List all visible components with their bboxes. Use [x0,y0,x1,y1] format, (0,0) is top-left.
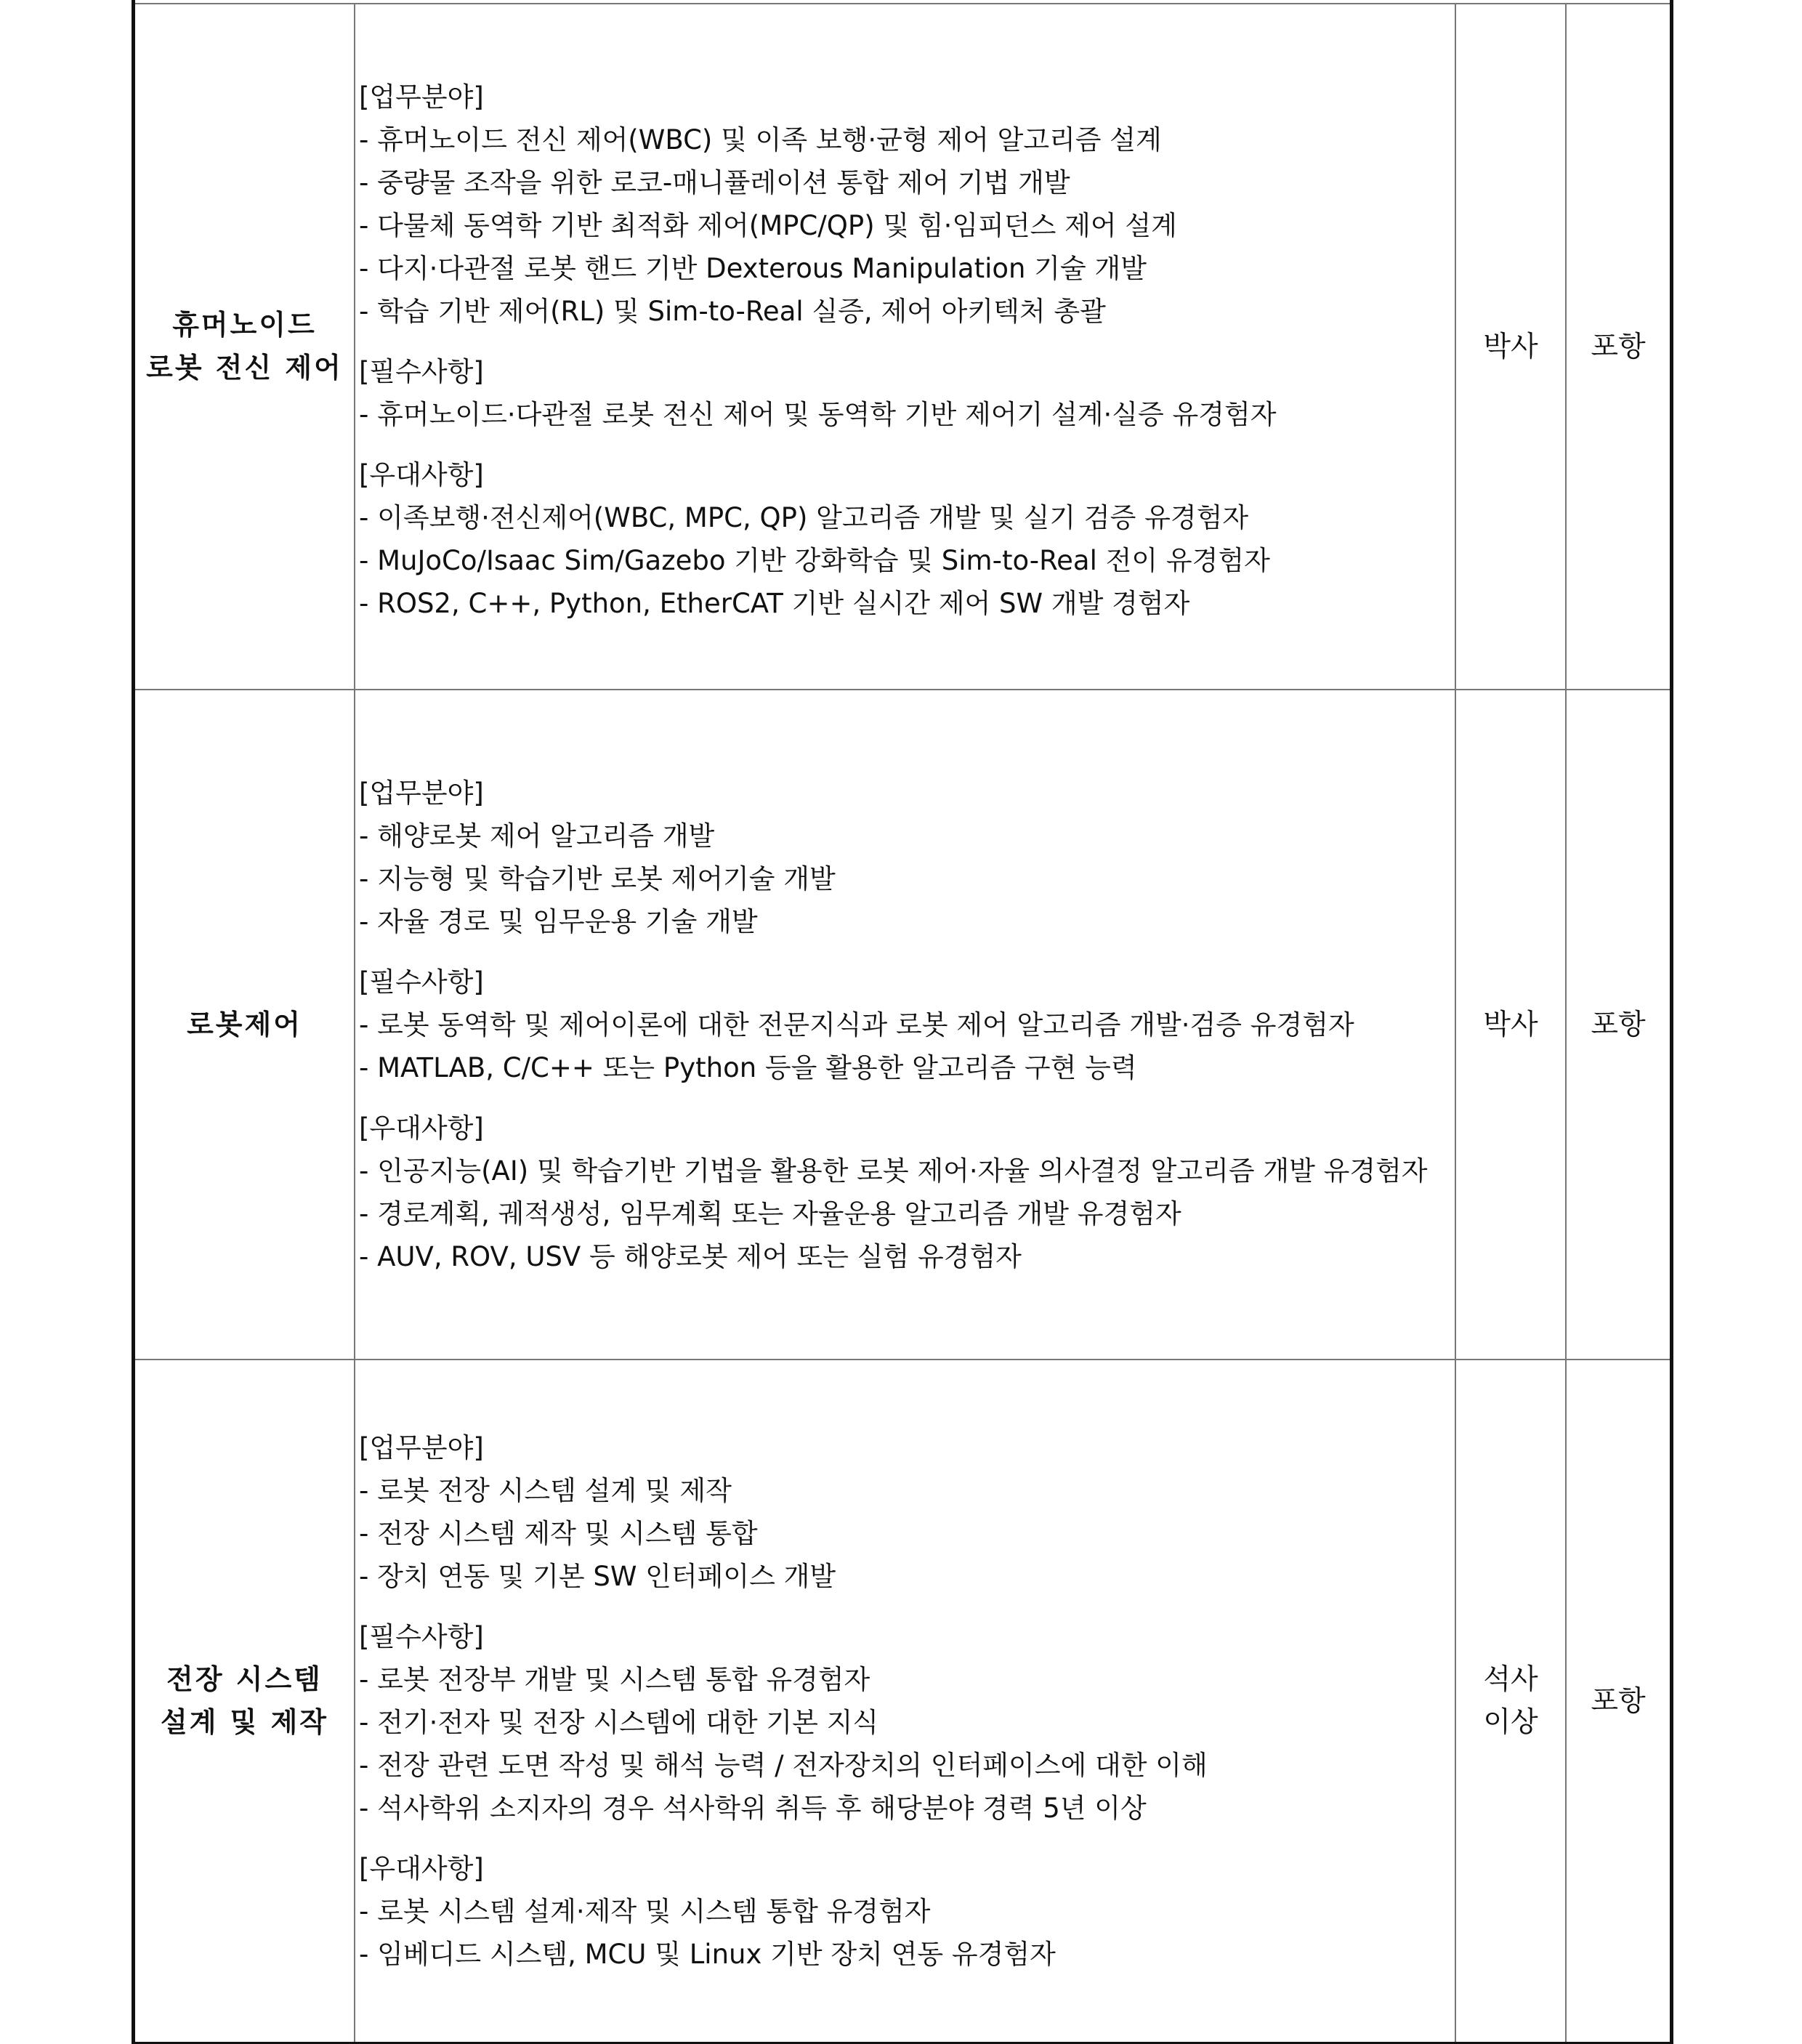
list-item: - ROS2, C++, Python, EtherCAT 기반 실시간 제어 SW 개발 경험자 [359,588,1190,619]
degree-value: 박사 [1483,330,1538,363]
section-heading: [우대사항] [359,1853,484,1884]
requirements-section [359,1615,1455,1830]
description-cell [355,1360,1456,2042]
list-item: - 석사학위 소지자의 경우 석사학위 취득 후 해당분야 경력 5년 이상 [359,1793,1147,1824]
list-item: - 전장 관련 도면 작성 및 해석 능력 / 전자장치의 인터페이스에 대한 이해 [359,1750,1208,1781]
list-item: - 학습 기반 제어(RL) 및 Sim-to-Real 실증, 제어 아키텍처 총괄 [359,296,1106,327]
field-cell [135,4,355,689]
section-heading: [업무분야] [359,777,484,809]
degree-value: 석사 이상 [1483,1663,1538,1739]
preferred-section [359,453,1455,625]
field-name: 전장 시스템 설계 및 제작 [161,1663,328,1738]
section-heading: [우대사항] [359,459,484,490]
preferred-section [359,1107,1455,1278]
description-cell [355,690,1456,1359]
list-item: - 자율 경로 및 임무운용 기술 개발 [359,905,758,937]
requirements-section [359,350,1455,436]
degree-value: 박사 [1483,1008,1538,1041]
description-cell [355,4,1456,689]
degree-cell [1456,4,1567,689]
section-heading: [우대사항] [359,1112,484,1144]
list-item: - 임베디드 시스템, MCU 및 Linux 기반 장치 연동 유경험자 [359,1939,1056,1970]
location-value: 포항 [1591,330,1646,363]
degree-cell [1456,690,1567,1359]
list-item: - MuJoCo/Isaac Sim/Gazebo 기반 강화학습 및 Sim-to-Real 전이 유경험자 [359,545,1270,576]
list-item: - 다물체 동역학 기반 최적화 제어(MPC/QP) 및 힘·임피던스 제어 설계 [359,210,1177,241]
table-row [135,1359,1670,2042]
list-item: - 로봇 전장 시스템 설계 및 제작 [359,1475,732,1506]
field-cell [135,690,355,1359]
duties-section [359,76,1455,333]
location-cell [1567,4,1670,689]
list-item: - 경로계획, 궤적생성, 임무계획 또는 자율운용 알고리즘 개발 유경험자 [359,1197,1181,1229]
duties-section [359,772,1455,943]
section-heading: [필수사항] [359,356,484,387]
field-cell [135,1360,355,2042]
list-item: - 로봇 전장부 개발 및 시스템 통합 유경험자 [359,1664,870,1695]
list-item: - 로봇 동역학 및 제어이론에 대한 전문지식과 로봇 제어 알고리즘 개발·검증 유경험자 [359,1009,1354,1041]
list-item: - 휴머노이드·다관절 로봇 전신 제어 및 동역학 기반 제어기 설계·실증 유경험자 [359,399,1277,430]
table-row [135,689,1670,1359]
table-row [135,3,1670,689]
section-heading: [업무분야] [359,81,484,113]
list-item: - 다지·다관절 로봇 핸드 기반 Dexterous Manipulation 기술 개발 [359,253,1147,284]
location-cell [1567,690,1670,1359]
recruitment-table [132,0,1673,2044]
list-item: - 로봇 시스템 설계·제작 및 시스템 통합 유경험자 [359,1896,931,1927]
degree-cell [1456,1360,1567,2042]
list-item: - 전기·전자 및 전장 시스템에 대한 기본 지식 [359,1707,879,1738]
list-item: - 지능형 및 학습기반 로봇 제어기술 개발 [359,863,836,894]
field-name: 휴머노이드 로봇 전신 제어 [146,309,343,384]
list-item: - 장치 연동 및 기본 SW 인터페이스 개발 [359,1561,836,1592]
list-item: - MATLAB, C/C++ 또는 Python 등을 활용한 알고리즘 구현 능력 [359,1051,1137,1083]
field-name: 로봇제어 [187,1008,302,1041]
duties-section [359,1426,1455,1598]
list-item: - 휴머노이드 전신 제어(WBC) 및 이족 보행·균형 제어 알고리즘 설계 [359,124,1162,155]
location-value: 포항 [1591,1684,1646,1718]
section-heading: [필수사항] [359,966,484,998]
preferred-section [359,1847,1455,1976]
list-item: - 해양로봇 제어 알고리즘 개발 [359,820,715,852]
list-item: - 이족보행·전신제어(WBC, MPC, QP) 알고리즘 개발 및 실기 검증 유경험자 [359,502,1249,533]
location-cell [1567,1360,1670,2042]
location-value: 포항 [1591,1008,1646,1041]
requirements-section [359,961,1455,1089]
section-heading: [업무분야] [359,1432,484,1463]
list-item: - 인공지능(AI) 및 학습기반 기법을 활용한 로봇 제어·자율 의사결정 알고리즘 개발 유경험자 [359,1155,1428,1187]
list-item: - 중량물 조작을 위한 로코-매니퓰레이션 통합 제어 기법 개발 [359,167,1070,198]
list-item: - 전장 시스템 제작 및 시스템 통합 [359,1518,758,1549]
list-item: - AUV, ROV, USV 등 해양로봇 제어 또는 실험 유경험자 [359,1240,1022,1272]
section-heading: [필수사항] [359,1621,484,1652]
